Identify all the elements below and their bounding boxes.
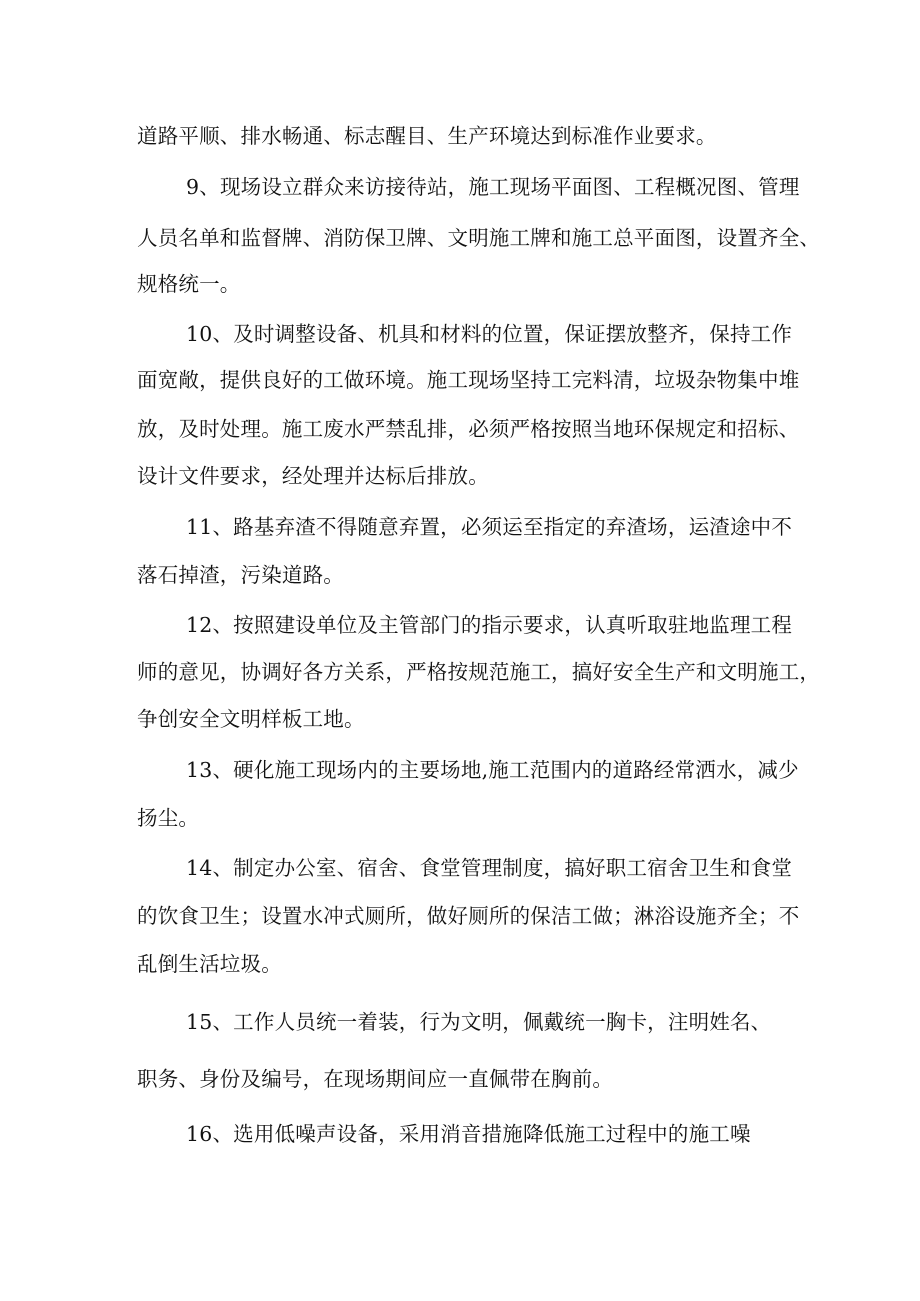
text-line: 道路平顺、排水畅通、标志醒目、生产环境达到标准作业要求。 <box>137 124 717 148</box>
text-line: 规格统一。 <box>137 272 241 296</box>
text-line: 15、工作人员统一着装，行为文明，佩戴统一胸卡，注明姓名、 <box>186 1010 772 1034</box>
text-line: 9、现场设立群众来访接待站，施工现场平面图、工程概况图、管理 <box>186 175 800 199</box>
text-line: 扬尘。 <box>137 806 200 830</box>
text-line: 争创安全文明样板工地。 <box>137 707 365 731</box>
text-line: 的饮食卫生；设置水冲式厕所，做好厕所的保洁工做；淋浴设施齐全；不 <box>137 904 800 928</box>
text-line: 面宽敞，提供良好的工做环境。施工现场坚持工完料清，垃圾杂物集中堆 <box>137 368 800 392</box>
text-line: 师的意见，协调好各方关系，严格按规范施工，搞好安全生产和文明施工， <box>137 660 821 684</box>
text-line: 落石掉渣，污染道路。 <box>137 563 344 587</box>
text-line: 11、路基弃渣不得随意弃置，必须运至指定的弃渣场，运渣途中不 <box>186 515 793 539</box>
text-line: 16、选用低噪声设备，采用消音措施降低施工过程中的施工噪 <box>186 1122 751 1146</box>
text-line: 12、按照建设单位及主管部门的指示要求，认真听取驻地监理工程 <box>186 613 793 637</box>
text-line: 人员名单和监督牌、消防保卫牌、文明施工牌和施工总平面图，设置齐全、 <box>137 226 821 250</box>
text-line: 乱倒生活垃圾。 <box>137 952 282 976</box>
text-line: 设计文件要求，经处理并达标后排放。 <box>137 464 489 488</box>
text-line: 13、硬化施工现场内的主要场地,施工范围内的道路经常洒水，减少 <box>186 758 799 782</box>
text-line: 放，及时处理。施工废水严禁乱排，必须严格按照当地环保规定和招标、 <box>137 417 800 441</box>
text-line: 14、制定办公室、宿舍、食堂管理制度，搞好职工宿舍卫生和食堂 <box>186 856 793 880</box>
text-line: 职务、身份及编号，在现场期间应一直佩带在胸前。 <box>137 1067 614 1091</box>
text-line: 10、及时调整设备、机具和材料的位置，保证摆放整齐，保持工作 <box>186 322 793 346</box>
